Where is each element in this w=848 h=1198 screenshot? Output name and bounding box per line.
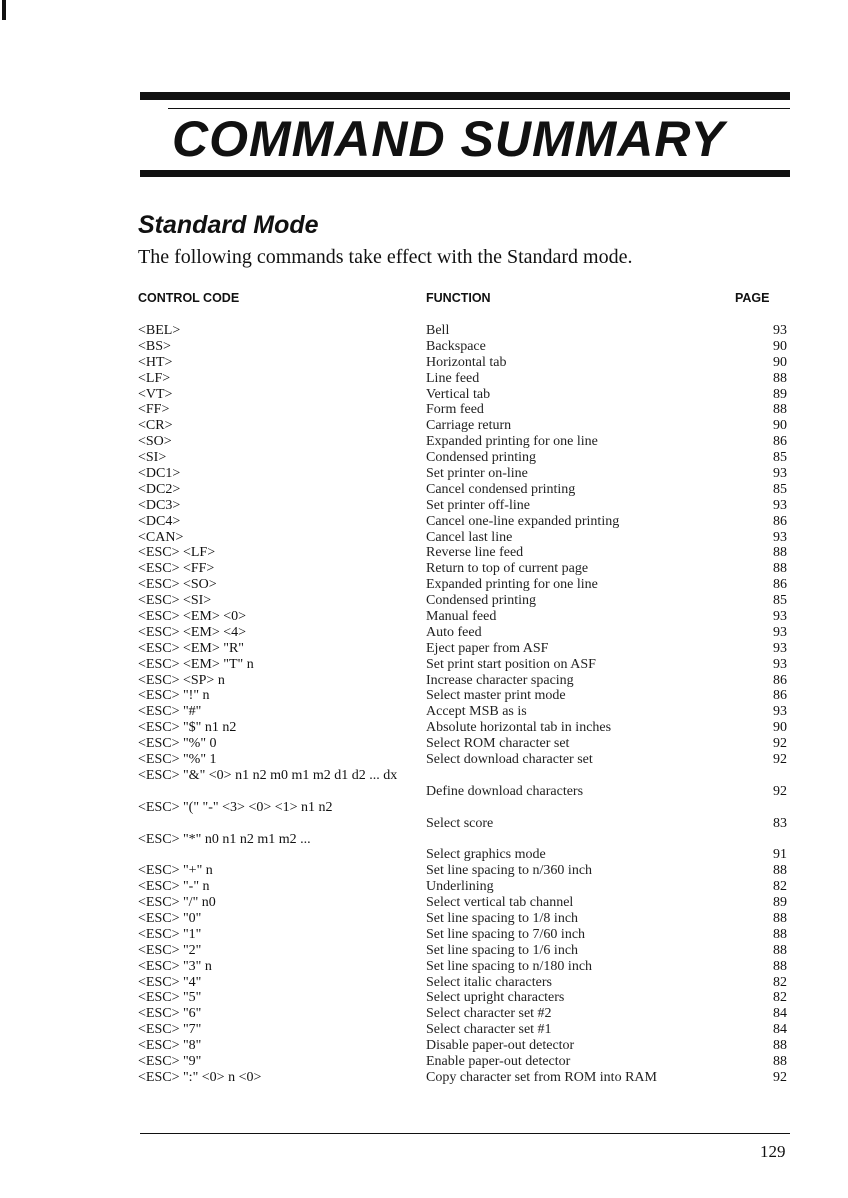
table-row bbox=[0, 927, 848, 943]
command-code: <SO> bbox=[138, 434, 172, 450]
command-page: 90 bbox=[773, 418, 787, 434]
command-page: 90 bbox=[773, 338, 787, 354]
table-row bbox=[0, 323, 848, 339]
table-row bbox=[0, 752, 848, 768]
footer-rule bbox=[140, 1133, 790, 1134]
table-row bbox=[0, 657, 848, 673]
command-function: Cancel condensed printing bbox=[426, 481, 576, 497]
command-function: Select character set #1 bbox=[426, 1022, 552, 1038]
command-function: Select vertical tab channel bbox=[426, 895, 574, 911]
command-page: 93 bbox=[773, 497, 787, 513]
command-page: 90 bbox=[773, 720, 787, 736]
command-code: <ESC> "!" n bbox=[138, 688, 210, 704]
command-function: Condensed printing bbox=[426, 593, 537, 609]
command-code: <BS> bbox=[138, 338, 171, 354]
command-code: <ESC> "/" n0 bbox=[138, 895, 216, 911]
table-row bbox=[0, 736, 848, 752]
command-code: <ESC> "%" 1 bbox=[138, 752, 217, 768]
command-page: 86 bbox=[773, 434, 787, 450]
command-function: Copy character set from ROM into RAM bbox=[426, 1069, 657, 1085]
title-top-rule bbox=[140, 92, 790, 100]
command-function: Select graphics mode bbox=[426, 847, 546, 863]
command-code: <ESC> <FF> bbox=[138, 561, 215, 577]
section-title: Standard Mode bbox=[138, 211, 319, 239]
command-code: <ESC> "*" n0 n1 n2 m1 m2 ... bbox=[138, 831, 311, 847]
command-page: 88 bbox=[773, 863, 787, 879]
column-header-code: CONTROL CODE bbox=[138, 291, 240, 305]
command-function: Underlining bbox=[426, 879, 494, 895]
command-page: 88 bbox=[773, 402, 787, 418]
command-function: Select ROM character set bbox=[426, 736, 570, 752]
command-code: <DC1> bbox=[138, 466, 181, 482]
table-row bbox=[0, 1038, 848, 1054]
command-page: 85 bbox=[773, 481, 787, 497]
command-page: 88 bbox=[773, 911, 787, 926]
command-function: Set line spacing to 1/6 inch bbox=[426, 942, 579, 958]
command-code: <ESC> <EM> <0> bbox=[138, 609, 247, 625]
command-page: 83 bbox=[773, 815, 787, 831]
command-code: <ESC> "6" bbox=[138, 1006, 202, 1022]
command-code: <ESC> "#" bbox=[138, 704, 202, 720]
command-function: Eject paper from ASF bbox=[426, 640, 549, 656]
table-row bbox=[0, 514, 848, 530]
command-page: 93 bbox=[773, 704, 787, 720]
command-page: 82 bbox=[773, 990, 787, 1006]
command-code: <ESC> "9" bbox=[138, 1054, 202, 1070]
command-page: 86 bbox=[773, 577, 787, 593]
table-row bbox=[0, 434, 848, 450]
table-row bbox=[0, 673, 848, 689]
table-row bbox=[0, 879, 848, 895]
table-row bbox=[0, 975, 848, 991]
command-code: <ESC> <SP> n bbox=[138, 672, 225, 688]
command-function: Auto feed bbox=[426, 624, 482, 640]
intro-text: The following commands take effect with the Standard mode. bbox=[138, 246, 633, 268]
table-row bbox=[0, 418, 848, 434]
command-code: <HT> bbox=[138, 354, 173, 370]
command-page: 86 bbox=[773, 672, 787, 688]
command-code: <FF> bbox=[138, 402, 170, 418]
table-row bbox=[0, 561, 848, 577]
command-function: Carriage return bbox=[426, 418, 512, 434]
command-code: <ESC> "5" bbox=[138, 990, 202, 1006]
command-page: 89 bbox=[773, 895, 787, 911]
command-code: <DC2> bbox=[138, 481, 181, 497]
command-page: 82 bbox=[773, 974, 787, 990]
table-row bbox=[0, 800, 848, 832]
command-table bbox=[0, 323, 848, 1086]
table-row bbox=[0, 641, 848, 657]
command-code: <ESC> <EM> "R" bbox=[138, 640, 245, 656]
command-function: Set printer off-line bbox=[426, 497, 530, 513]
command-code: <ESC> "0" bbox=[138, 911, 202, 926]
table-row bbox=[0, 498, 848, 514]
command-page: 88 bbox=[773, 958, 787, 974]
command-function: Set line spacing to n/180 inch bbox=[426, 958, 593, 974]
command-code: <DC4> bbox=[138, 513, 181, 529]
command-page: 93 bbox=[773, 609, 787, 625]
command-page: 88 bbox=[773, 1038, 787, 1054]
page-number: 129 bbox=[760, 1142, 786, 1161]
command-function: Increase character spacing bbox=[426, 672, 574, 688]
command-function: Line feed bbox=[426, 370, 480, 386]
table-row bbox=[0, 355, 848, 371]
command-page: 93 bbox=[773, 624, 787, 640]
command-function: Condensed printing bbox=[426, 450, 537, 466]
command-code: <ESC> "1" bbox=[138, 926, 202, 942]
command-code: <ESC> "3" n bbox=[138, 958, 212, 974]
command-function: Set print start position on ASF bbox=[426, 656, 596, 672]
table-row bbox=[0, 832, 848, 864]
command-page: 88 bbox=[773, 370, 787, 386]
command-function: Select score bbox=[426, 815, 494, 831]
command-page: 85 bbox=[773, 450, 787, 466]
command-page: 88 bbox=[773, 1054, 787, 1070]
table-row bbox=[0, 339, 848, 355]
table-row bbox=[0, 466, 848, 482]
command-function: Select italic characters bbox=[426, 974, 552, 990]
table-row bbox=[0, 959, 848, 975]
command-function: Set line spacing to 7/60 inch bbox=[426, 926, 586, 942]
command-function: Absolute horizontal tab in inches bbox=[426, 720, 612, 736]
command-page: 88 bbox=[773, 561, 787, 577]
command-page: 93 bbox=[773, 529, 787, 545]
table-row bbox=[0, 895, 848, 911]
table-row bbox=[0, 371, 848, 387]
command-function: Form feed bbox=[426, 402, 484, 418]
table-row bbox=[0, 545, 848, 561]
command-code: <ESC> "8" bbox=[138, 1038, 202, 1054]
table-row bbox=[0, 577, 848, 593]
command-code: <ESC> <SO> bbox=[138, 577, 217, 593]
command-function: Enable paper-out detector bbox=[426, 1054, 571, 1070]
table-row bbox=[0, 1006, 848, 1022]
command-function: Cancel last line bbox=[426, 529, 513, 545]
column-header-function: FUNCTION bbox=[426, 291, 491, 305]
command-page: 93 bbox=[773, 466, 787, 482]
table-row bbox=[0, 911, 848, 927]
command-function: Select character set #2 bbox=[426, 1006, 552, 1022]
command-function: Select download character set bbox=[426, 752, 593, 768]
command-code: <ESC> "7" bbox=[138, 1022, 202, 1038]
table-row bbox=[0, 1070, 848, 1086]
command-function: Horizontal tab bbox=[426, 354, 507, 370]
command-code: <ESC> ":" <0> n <0> bbox=[138, 1069, 262, 1085]
command-code: <CAN> bbox=[138, 529, 184, 545]
command-code: <ESC> "-" n bbox=[138, 879, 210, 895]
table-row bbox=[0, 482, 848, 498]
command-code: <ESC> <SI> bbox=[138, 593, 212, 609]
table-row bbox=[0, 387, 848, 403]
crop-mark bbox=[2, 0, 6, 20]
command-code: <ESC> "4" bbox=[138, 974, 202, 990]
command-page: 90 bbox=[773, 354, 787, 370]
command-page: 89 bbox=[773, 386, 787, 402]
command-code: <ESC> "$" n1 n2 bbox=[138, 720, 237, 736]
command-page: 91 bbox=[773, 847, 787, 863]
command-page: 86 bbox=[773, 688, 787, 704]
command-function: Set printer on-line bbox=[426, 466, 528, 482]
table-row bbox=[0, 943, 848, 959]
command-function: Select upright characters bbox=[426, 990, 565, 1006]
command-code: <CR> bbox=[138, 418, 173, 434]
command-function: Reverse line feed bbox=[426, 545, 524, 561]
command-code: <VT> bbox=[138, 386, 173, 402]
command-code: <ESC> "+" n bbox=[138, 863, 213, 879]
command-code: <ESC> "(" "-" <3> <0> <1> n1 n2 bbox=[138, 799, 333, 815]
table-row bbox=[0, 530, 848, 546]
table-row bbox=[0, 625, 848, 641]
table-row bbox=[0, 402, 848, 418]
command-code: <ESC> <EM> <4> bbox=[138, 624, 247, 640]
command-function: Bell bbox=[426, 323, 450, 338]
page-title: COMMAND SUMMARY bbox=[172, 111, 725, 167]
command-page: 93 bbox=[773, 640, 787, 656]
table-row bbox=[0, 863, 848, 879]
command-page: 84 bbox=[773, 1022, 787, 1038]
table-row bbox=[0, 688, 848, 704]
command-page: 88 bbox=[773, 942, 787, 958]
table-row bbox=[0, 1022, 848, 1038]
command-page: 82 bbox=[773, 879, 787, 895]
command-function: Set line spacing to n/360 inch bbox=[426, 863, 593, 879]
table-row bbox=[0, 593, 848, 609]
command-function: Manual feed bbox=[426, 609, 497, 625]
command-function: Select master print mode bbox=[426, 688, 566, 704]
command-code: <ESC> "%" 0 bbox=[138, 736, 217, 752]
command-page: 88 bbox=[773, 545, 787, 561]
command-function: Vertical tab bbox=[426, 386, 491, 402]
command-page: 93 bbox=[773, 323, 787, 338]
table-row bbox=[0, 720, 848, 736]
table-row bbox=[0, 768, 848, 800]
command-function: Accept MSB as is bbox=[426, 704, 527, 720]
command-function: Return to top of current page bbox=[426, 561, 589, 577]
command-code: <LF> bbox=[138, 370, 171, 386]
command-page: 92 bbox=[773, 1069, 787, 1085]
command-code: <BEL> bbox=[138, 323, 181, 338]
command-page: 85 bbox=[773, 593, 787, 609]
table-row bbox=[0, 704, 848, 720]
title-bottom-rule bbox=[140, 170, 790, 177]
command-code: <ESC> <EM> "T" n bbox=[138, 656, 254, 672]
command-page: 88 bbox=[773, 926, 787, 942]
command-function: Define download characters bbox=[426, 783, 584, 799]
command-function: Set line spacing to 1/8 inch bbox=[426, 911, 579, 926]
command-page: 92 bbox=[773, 736, 787, 752]
command-page: 92 bbox=[773, 752, 787, 768]
table-row bbox=[0, 1054, 848, 1070]
command-function: Cancel one-line expanded printing bbox=[426, 513, 620, 529]
command-code: <DC3> bbox=[138, 497, 181, 513]
command-code: <SI> bbox=[138, 450, 167, 466]
command-function: Backspace bbox=[426, 338, 486, 354]
command-function: Expanded printing for one line bbox=[426, 434, 598, 450]
command-function: Expanded printing for one line bbox=[426, 577, 598, 593]
table-row bbox=[0, 609, 848, 625]
command-page: 84 bbox=[773, 1006, 787, 1022]
command-code: <ESC> <LF> bbox=[138, 545, 216, 561]
command-function: Disable paper-out detector bbox=[426, 1038, 575, 1054]
command-page: 86 bbox=[773, 513, 787, 529]
command-code: <ESC> "&" <0> n1 n2 m0 m1 m2 d1 d2 ... dx bbox=[138, 767, 398, 783]
command-code: <ESC> "2" bbox=[138, 942, 202, 958]
command-page: 92 bbox=[773, 783, 787, 799]
column-header-page: PAGE bbox=[735, 291, 770, 305]
table-row bbox=[0, 990, 848, 1006]
table-row bbox=[0, 450, 848, 466]
command-page: 93 bbox=[773, 656, 787, 672]
